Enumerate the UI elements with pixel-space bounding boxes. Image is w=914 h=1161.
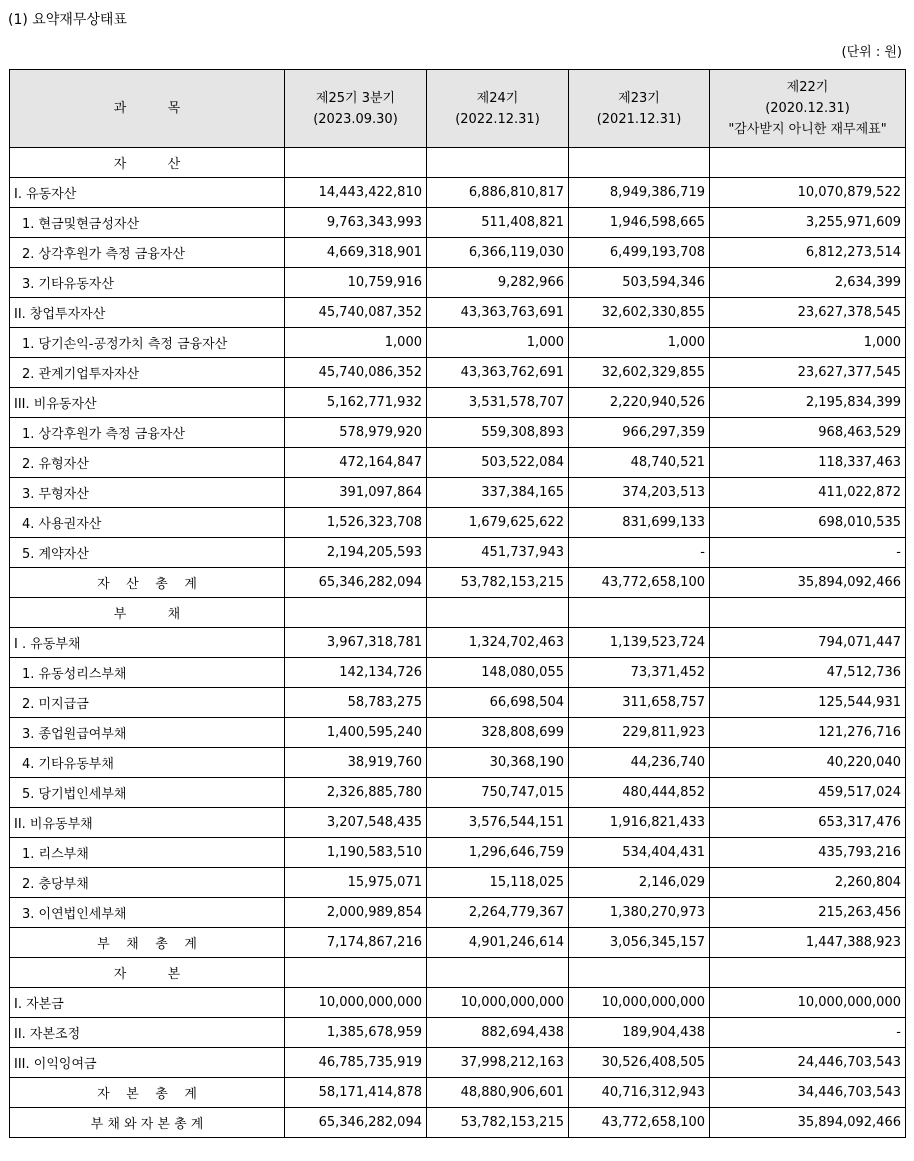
- account-label: 자 산: [10, 148, 285, 178]
- table-row: [10, 238, 906, 268]
- amount-cell: 5,162,771,932: [285, 388, 427, 418]
- amount-cell: 43,363,762,691: [427, 358, 569, 388]
- amount-cell: 125,544,931: [710, 688, 906, 718]
- amount-cell: 15,118,025: [427, 868, 569, 898]
- period-date: (2021.12.31): [596, 111, 682, 127]
- account-label: III. 이익잉여금: [10, 1048, 285, 1078]
- amount-cell: 32,602,330,855: [569, 298, 710, 328]
- amount-cell: 1,000: [427, 328, 569, 358]
- amount-cell: 6,886,810,817: [427, 178, 569, 208]
- amount-cell: 45,740,087,352: [285, 298, 427, 328]
- amount-cell: 148,080,055: [427, 658, 569, 688]
- amount-cell: [427, 598, 569, 628]
- amount-cell: 750,747,015: [427, 778, 569, 808]
- amount-cell: 831,699,133: [569, 508, 710, 538]
- period-name: 제25기 3분기: [315, 90, 396, 106]
- amount-cell: 311,658,757: [569, 688, 710, 718]
- amount-cell: 6,499,193,708: [569, 238, 710, 268]
- amount-cell: 47,512,736: [710, 658, 906, 688]
- amount-cell: [285, 148, 427, 178]
- account-label: 3. 이연법인세부채: [10, 898, 285, 928]
- table-row: [10, 418, 906, 448]
- table-row: [10, 1048, 906, 1078]
- amount-cell: 14,443,422,810: [285, 178, 427, 208]
- table-row: [10, 508, 906, 538]
- amount-cell: [569, 148, 710, 178]
- amount-cell: 121,276,716: [710, 718, 906, 748]
- amount-cell: 794,071,447: [710, 628, 906, 658]
- table-row: [10, 658, 906, 688]
- amount-cell: 37,998,212,163: [427, 1048, 569, 1078]
- account-label: 4. 기타유동부채: [10, 748, 285, 778]
- account-label: 3. 종업원급여부채: [10, 718, 285, 748]
- account-label: I. 유동자산: [10, 178, 285, 208]
- amount-cell: [427, 148, 569, 178]
- amount-cell: 882,694,438: [427, 1018, 569, 1048]
- amount-cell: 1,385,678,959: [285, 1018, 427, 1048]
- amount-cell: 2,634,399: [710, 268, 906, 298]
- amount-cell: 1,447,388,923: [710, 928, 906, 958]
- amount-cell: 215,263,456: [710, 898, 906, 928]
- amount-cell: 46,785,735,919: [285, 1048, 427, 1078]
- amount-cell: 3,255,971,609: [710, 208, 906, 238]
- amount-cell: 459,517,024: [710, 778, 906, 808]
- amount-cell: 411,022,872: [710, 478, 906, 508]
- amount-cell: -: [710, 1018, 906, 1048]
- document-title: (1) 요약재무상태표: [8, 12, 127, 28]
- account-label: 1. 리스부채: [10, 838, 285, 868]
- amount-cell: 40,716,312,943: [569, 1078, 710, 1108]
- amount-cell: 2,260,804: [710, 868, 906, 898]
- amount-cell: 6,366,119,030: [427, 238, 569, 268]
- unaudited-note: "감사받지 아니한 재무제표": [728, 122, 887, 137]
- amount-cell: 1,190,583,510: [285, 838, 427, 868]
- amount-cell: 4,901,246,614: [427, 928, 569, 958]
- amount-cell: [569, 958, 710, 988]
- table-row: [10, 388, 906, 418]
- table-row: [10, 778, 906, 808]
- amount-cell: 2,146,029: [569, 868, 710, 898]
- amount-cell: 53,782,153,215: [427, 568, 569, 598]
- amount-cell: 142,134,726: [285, 658, 427, 688]
- table-row: [10, 598, 906, 628]
- amount-cell: 1,916,821,433: [569, 808, 710, 838]
- amount-cell: 2,195,834,399: [710, 388, 906, 418]
- period-header-22: [710, 70, 906, 148]
- amount-cell: 374,203,513: [569, 478, 710, 508]
- amount-cell: 3,576,544,151: [427, 808, 569, 838]
- amount-cell: 15,975,071: [285, 868, 427, 898]
- amount-cell: 1,946,598,665: [569, 208, 710, 238]
- amount-cell: 43,772,658,100: [569, 568, 710, 598]
- unit-label: (단위 : 원): [841, 45, 902, 60]
- table-row: [10, 718, 906, 748]
- account-label: 3. 기타유동자산: [10, 268, 285, 298]
- amount-cell: 2,326,885,780: [285, 778, 427, 808]
- account-label: 1. 유동성리스부채: [10, 658, 285, 688]
- amount-cell: 53,782,153,215: [427, 1108, 569, 1138]
- period-name: 제22기: [786, 80, 829, 95]
- account-label: 1. 현금및현금성자산: [10, 208, 285, 238]
- amount-cell: 9,763,343,993: [285, 208, 427, 238]
- amount-cell: 24,446,703,543: [710, 1048, 906, 1078]
- table-row: [10, 358, 906, 388]
- amount-cell: 35,894,092,466: [710, 568, 906, 598]
- account-label: 부 채 와 자 본 총 계: [10, 1108, 285, 1138]
- period-header-23: [569, 70, 710, 148]
- amount-cell: 1,139,523,724: [569, 628, 710, 658]
- amount-cell: 1,679,625,622: [427, 508, 569, 538]
- amount-cell: 578,979,920: [285, 418, 427, 448]
- table-row: [10, 898, 906, 928]
- amount-cell: 511,408,821: [427, 208, 569, 238]
- amount-cell: 698,010,535: [710, 508, 906, 538]
- amount-cell: 328,808,699: [427, 718, 569, 748]
- amount-cell: 2,194,205,593: [285, 538, 427, 568]
- period-name: 제24기: [476, 90, 519, 106]
- amount-cell: 48,740,521: [569, 448, 710, 478]
- amount-cell: 1,324,702,463: [427, 628, 569, 658]
- account-label: 1. 당기손익-공정가치 측정 금융자산: [10, 328, 285, 358]
- account-label: 자 본 총 계: [10, 1078, 285, 1108]
- amount-cell: [285, 958, 427, 988]
- amount-cell: 559,308,893: [427, 418, 569, 448]
- period-header-25: [285, 70, 427, 148]
- amount-cell: 3,531,578,707: [427, 388, 569, 418]
- amount-cell: 503,594,346: [569, 268, 710, 298]
- amount-cell: 8,949,386,719: [569, 178, 710, 208]
- table-row: [10, 448, 906, 478]
- amount-cell: [710, 598, 906, 628]
- account-label: II. 비유동부채: [10, 808, 285, 838]
- amount-cell: 34,446,703,543: [710, 1078, 906, 1108]
- table-row: [10, 538, 906, 568]
- amount-cell: 2,220,940,526: [569, 388, 710, 418]
- amount-cell: 10,000,000,000: [710, 988, 906, 1018]
- header-row: [10, 70, 906, 148]
- table-row: [10, 478, 906, 508]
- amount-cell: 451,737,943: [427, 538, 569, 568]
- account-label: II. 창업투자자산: [10, 298, 285, 328]
- period-header-24: [427, 70, 569, 148]
- amount-cell: 534,404,431: [569, 838, 710, 868]
- amount-cell: 10,000,000,000: [569, 988, 710, 1018]
- table-row: [10, 178, 906, 208]
- period-date: (2020.12.31): [765, 101, 850, 116]
- amount-cell: 10,000,000,000: [427, 988, 569, 1018]
- amount-cell: 44,236,740: [569, 748, 710, 778]
- amount-cell: [285, 598, 427, 628]
- amount-cell: 189,904,438: [569, 1018, 710, 1048]
- amount-cell: 23,627,377,545: [710, 358, 906, 388]
- table-row: [10, 328, 906, 358]
- table-row: [10, 958, 906, 988]
- table-row: [10, 748, 906, 778]
- amount-cell: 1,000: [569, 328, 710, 358]
- account-label: 4. 사용권자산: [10, 508, 285, 538]
- amount-cell: 35,894,092,466: [710, 1108, 906, 1138]
- account-label: 자 산 총 계: [10, 568, 285, 598]
- amount-cell: 58,783,275: [285, 688, 427, 718]
- amount-cell: 435,793,216: [710, 838, 906, 868]
- amount-cell: 65,346,282,094: [285, 1108, 427, 1138]
- amount-cell: 6,812,273,514: [710, 238, 906, 268]
- amount-cell: 1,000: [710, 328, 906, 358]
- amount-cell: 65,346,282,094: [285, 568, 427, 598]
- amount-cell: 391,097,864: [285, 478, 427, 508]
- account-label: I . 유동부채: [10, 628, 285, 658]
- account-label: III. 비유동자산: [10, 388, 285, 418]
- table-row: [10, 208, 906, 238]
- amount-cell: 30,526,408,505: [569, 1048, 710, 1078]
- amount-cell: 472,164,847: [285, 448, 427, 478]
- amount-cell: 10,000,000,000: [285, 988, 427, 1018]
- amount-cell: 43,772,658,100: [569, 1108, 710, 1138]
- amount-cell: -: [710, 538, 906, 568]
- table-row: [10, 568, 906, 598]
- amount-cell: -: [569, 538, 710, 568]
- amount-cell: 2,264,779,367: [427, 898, 569, 928]
- amount-cell: 23,627,378,545: [710, 298, 906, 328]
- balance-sheet-table: [9, 69, 906, 1138]
- account-label: 자 본: [10, 958, 285, 988]
- amount-cell: 1,296,646,759: [427, 838, 569, 868]
- amount-cell: 40,220,040: [710, 748, 906, 778]
- amount-cell: [569, 598, 710, 628]
- amount-cell: 3,056,345,157: [569, 928, 710, 958]
- account-label: 부 채 총 계: [10, 928, 285, 958]
- amount-cell: 10,759,916: [285, 268, 427, 298]
- account-label: II. 자본조정: [10, 1018, 285, 1048]
- table-row: [10, 1108, 906, 1138]
- amount-cell: 9,282,966: [427, 268, 569, 298]
- table-row: [10, 298, 906, 328]
- amount-cell: [710, 958, 906, 988]
- table-row: [10, 838, 906, 868]
- period-date: (2023.09.30): [313, 111, 398, 127]
- amount-cell: 229,811,923: [569, 718, 710, 748]
- account-label: 1. 상각후원가 측정 금융자산: [10, 418, 285, 448]
- account-header: 과 목: [10, 70, 285, 148]
- table-row: [10, 628, 906, 658]
- period-name: 제23기: [618, 90, 660, 106]
- account-label: 2. 미지급금: [10, 688, 285, 718]
- amount-cell: 2,000,989,854: [285, 898, 427, 928]
- amount-cell: 58,171,414,878: [285, 1078, 427, 1108]
- amount-cell: 503,522,084: [427, 448, 569, 478]
- table-row: [10, 928, 906, 958]
- amount-cell: 48,880,906,601: [427, 1078, 569, 1108]
- account-label: 2. 유형자산: [10, 448, 285, 478]
- amount-cell: 30,368,190: [427, 748, 569, 778]
- amount-cell: 3,967,318,781: [285, 628, 427, 658]
- amount-cell: 118,337,463: [710, 448, 906, 478]
- period-date: (2022.12.31): [455, 111, 540, 127]
- table-row: [10, 268, 906, 298]
- table-body: [10, 148, 906, 1138]
- amount-cell: 73,371,452: [569, 658, 710, 688]
- table-header: [10, 70, 906, 148]
- account-label: 부 채: [10, 598, 285, 628]
- amount-cell: 1,400,595,240: [285, 718, 427, 748]
- amount-cell: 38,919,760: [285, 748, 427, 778]
- amount-cell: 968,463,529: [710, 418, 906, 448]
- amount-cell: 966,297,359: [569, 418, 710, 448]
- amount-cell: 1,380,270,973: [569, 898, 710, 928]
- amount-cell: 45,740,086,352: [285, 358, 427, 388]
- table-row: [10, 868, 906, 898]
- account-label: 2. 관계기업투자자산: [10, 358, 285, 388]
- account-label: 5. 당기법인세부채: [10, 778, 285, 808]
- amount-cell: 480,444,852: [569, 778, 710, 808]
- amount-cell: 4,669,318,901: [285, 238, 427, 268]
- amount-cell: 66,698,504: [427, 688, 569, 718]
- amount-cell: 1,526,323,708: [285, 508, 427, 538]
- amount-cell: 10,070,879,522: [710, 178, 906, 208]
- account-label: 2. 상각후원가 측정 금융자산: [10, 238, 285, 268]
- account-label: I. 자본금: [10, 988, 285, 1018]
- amount-cell: 32,602,329,855: [569, 358, 710, 388]
- amount-cell: [710, 148, 906, 178]
- account-label: 5. 계약자산: [10, 538, 285, 568]
- table-row: [10, 808, 906, 838]
- amount-cell: [427, 958, 569, 988]
- amount-cell: 43,363,763,691: [427, 298, 569, 328]
- amount-cell: 7,174,867,216: [285, 928, 427, 958]
- table-row: [10, 1078, 906, 1108]
- table-row: [10, 148, 906, 178]
- table-row: [10, 988, 906, 1018]
- account-label: 2. 충당부채: [10, 868, 285, 898]
- amount-cell: 3,207,548,435: [285, 808, 427, 838]
- amount-cell: 1,000: [285, 328, 427, 358]
- table-row: [10, 688, 906, 718]
- amount-cell: 337,384,165: [427, 478, 569, 508]
- amount-cell: 653,317,476: [710, 808, 906, 838]
- table-row: [10, 1018, 906, 1048]
- account-label: 3. 무형자산: [10, 478, 285, 508]
